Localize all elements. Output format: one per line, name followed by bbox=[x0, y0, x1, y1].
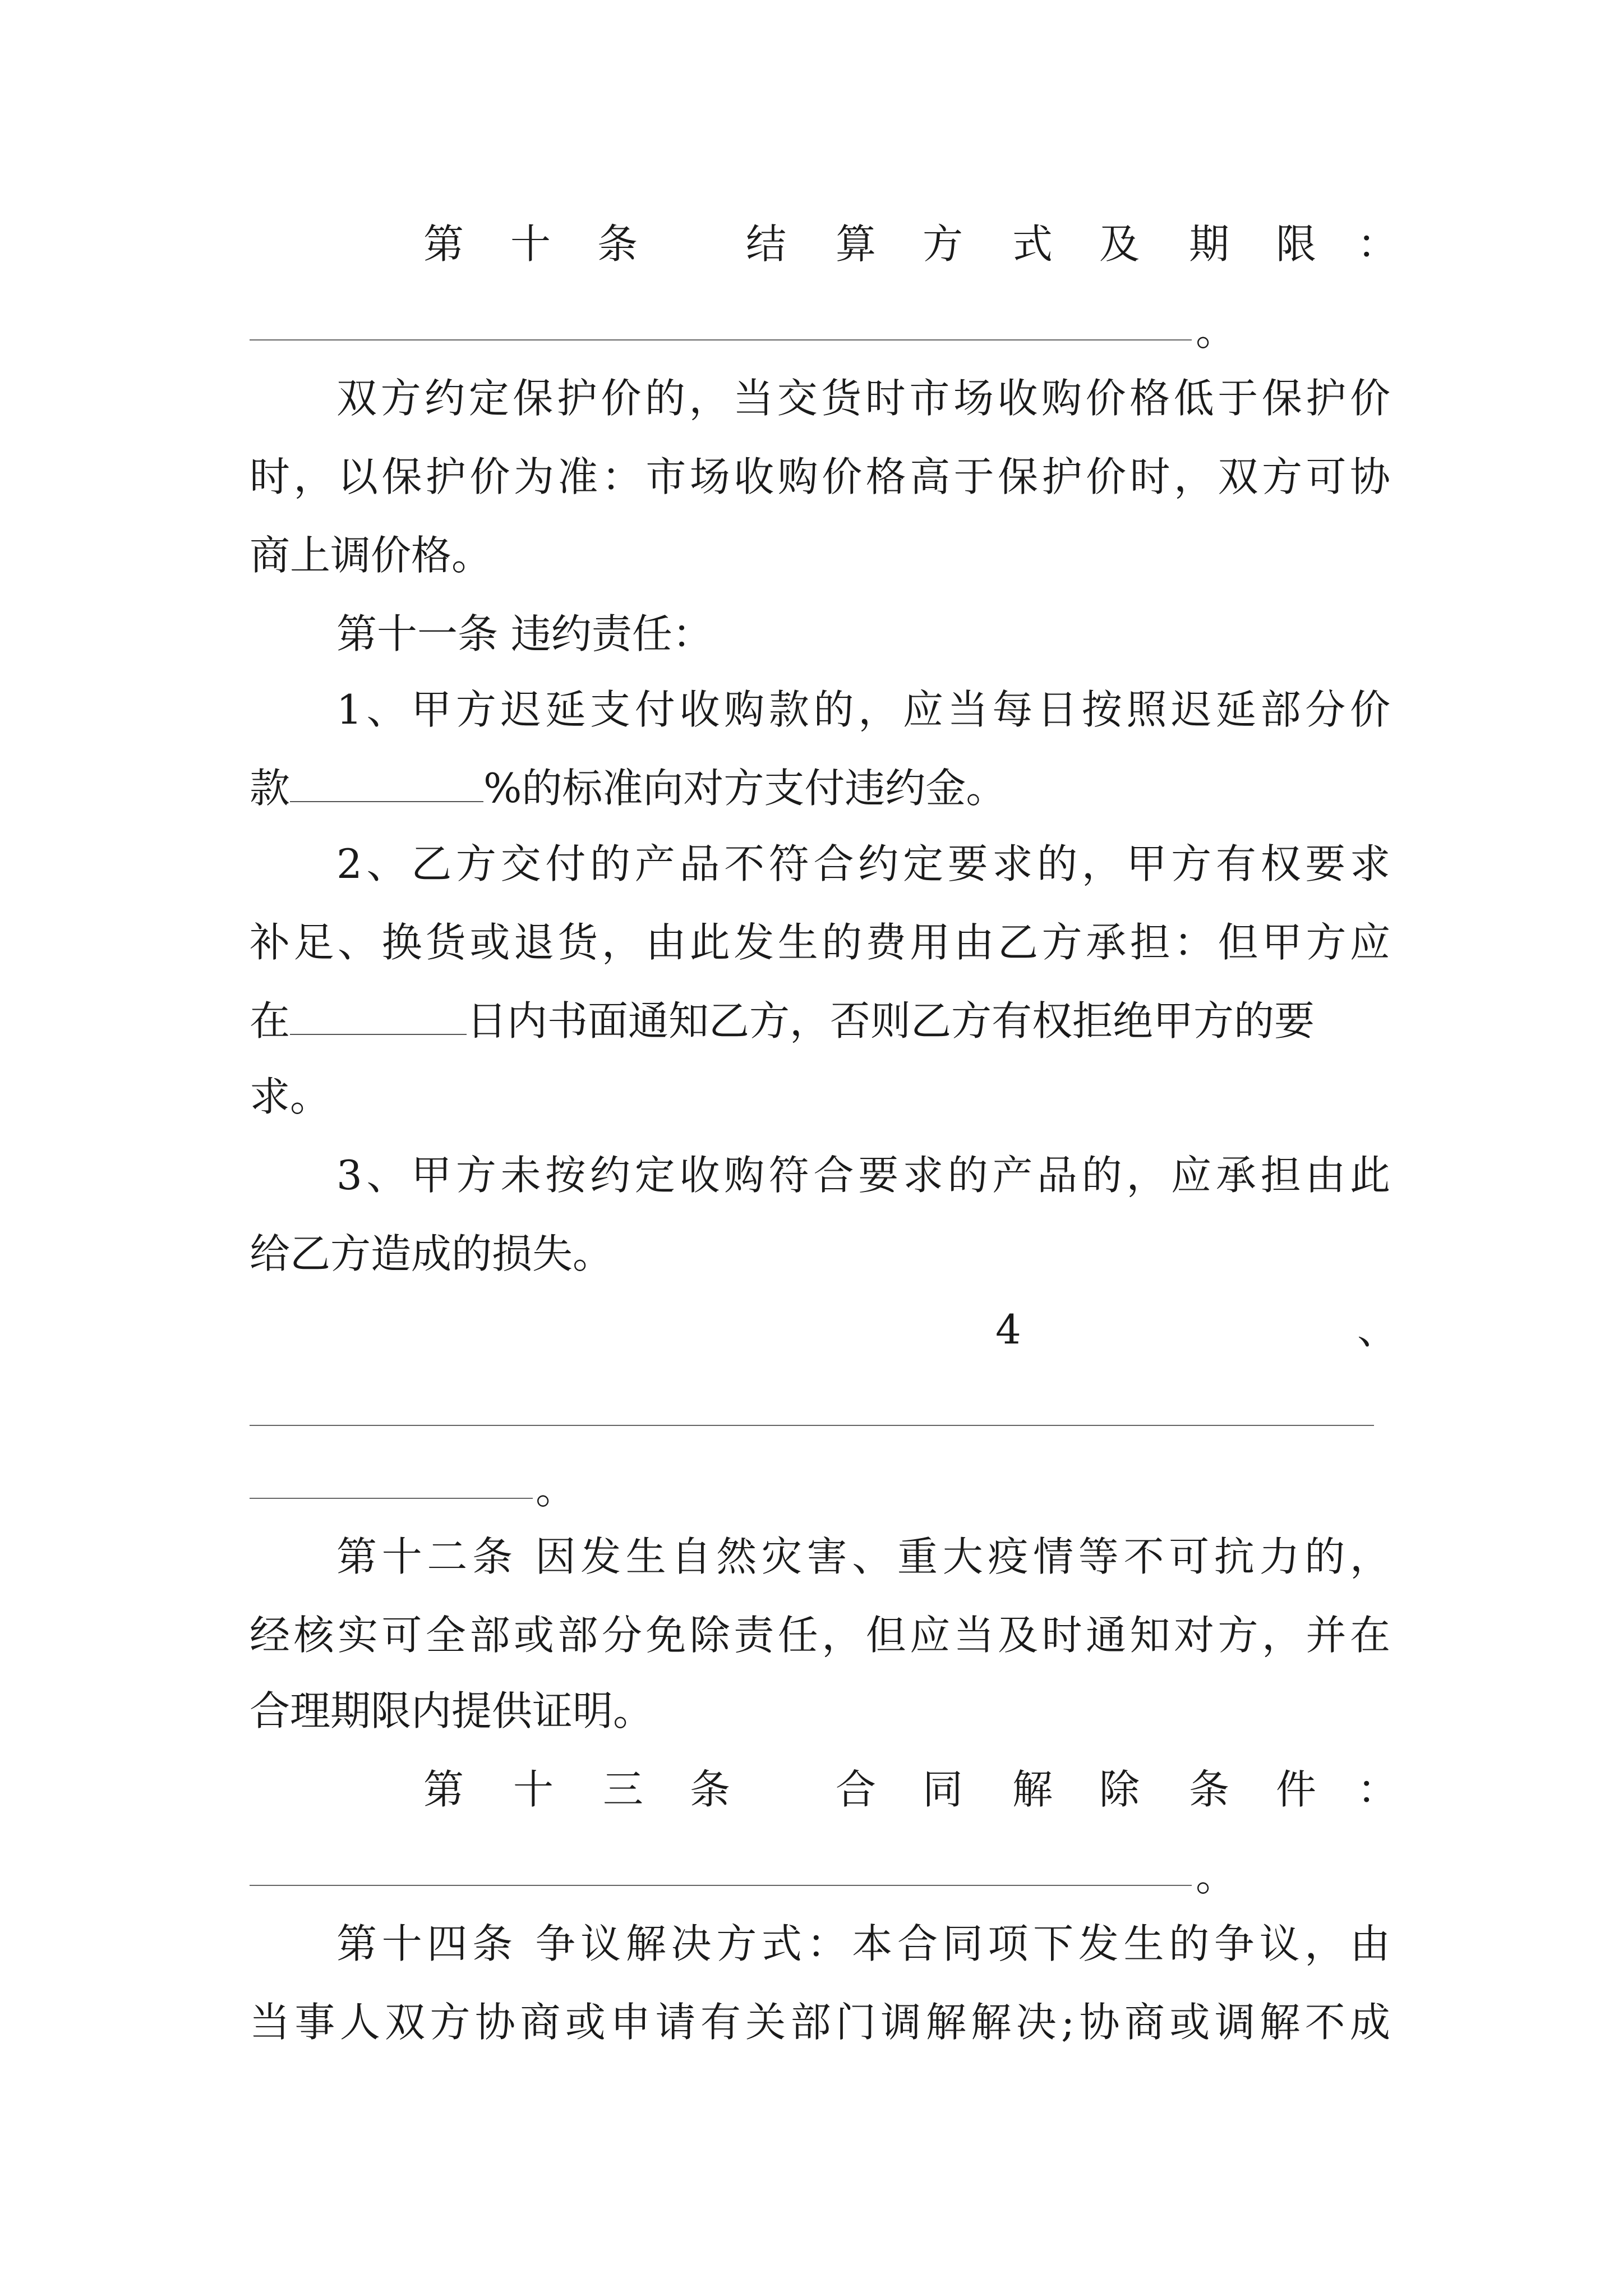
item-separator: 、 bbox=[1357, 1306, 1398, 1353]
paragraph-line bbox=[250, 993, 1390, 1049]
text-fragment: 在 bbox=[250, 997, 291, 1045]
heading-char: 结 bbox=[746, 220, 787, 268]
heading-char: 三 bbox=[603, 1766, 644, 1813]
heading-char: 十 bbox=[513, 1766, 554, 1813]
paragraph-line: 商上调价格。 bbox=[250, 532, 492, 579]
paragraph-line: 第十四条 争议解决方式：本合同项下发生的争议，由 bbox=[336, 1920, 1390, 1967]
paragraph-line: 1、甲方迟延支付收购款的，应当每日按照迟延部分价 bbox=[336, 686, 1390, 733]
text-fragment: 款 bbox=[250, 765, 291, 812]
heading-char: 方 bbox=[923, 220, 963, 268]
heading-char: 式 bbox=[1012, 220, 1053, 268]
paragraph-line: 双方约定保护价的，当交货时市场收购价格低于保护价 bbox=[336, 375, 1390, 422]
heading-char: 同 bbox=[923, 1766, 963, 1813]
text-fragment: %的标准向对方支付违约金。 bbox=[483, 765, 1007, 812]
heading-char: 十 bbox=[510, 220, 551, 268]
paragraph-line bbox=[250, 760, 1390, 816]
fill-in-line bbox=[250, 1885, 1192, 1886]
paragraph-line: 合理期限内提供证明。 bbox=[250, 1687, 654, 1734]
paragraph-line: 3、甲方未按约定收购符合要求的产品的，应承担由此 bbox=[336, 1152, 1390, 1199]
heading-char: 件 bbox=[1276, 1766, 1317, 1813]
heading-char: ： bbox=[1357, 1766, 1398, 1813]
heading-char: 算 bbox=[836, 220, 877, 268]
heading-char: ： bbox=[1357, 220, 1398, 268]
paragraph-line: 求。 bbox=[250, 1073, 331, 1120]
percentage-blank bbox=[290, 761, 483, 802]
period: 。 bbox=[536, 1466, 577, 1513]
heading-char: 合 bbox=[836, 1766, 877, 1813]
fill-in-line bbox=[250, 1498, 533, 1499]
heading-char: 限 bbox=[1276, 220, 1317, 268]
heading-char: 解 bbox=[1012, 1766, 1053, 1813]
article-11-title: 第十一条 违约责任： bbox=[336, 610, 713, 657]
heading-char: 条 bbox=[597, 220, 638, 268]
paragraph-line: 时，以保护价为准：市场收购价格高于保护价时，双方可协 bbox=[250, 453, 1390, 500]
period: 。 bbox=[1196, 1853, 1237, 1900]
heading-char: 条 bbox=[690, 1766, 731, 1813]
text-fragment: 日内书面通知乙方，否则乙方有权拒绝甲方的要 bbox=[467, 997, 1315, 1045]
paragraph-line: 当事人双方协商或申请有关部门调解解决;协商或调解不成 bbox=[250, 1999, 1390, 2046]
paragraph-line: 给乙方造成的损失。 bbox=[250, 1230, 614, 1277]
heading-char: 第 bbox=[423, 1766, 464, 1813]
heading-char: 除 bbox=[1099, 1766, 1140, 1813]
heading-char: 条 bbox=[1189, 1766, 1230, 1813]
period: 。 bbox=[1196, 307, 1237, 355]
paragraph-line: 第十二条 因发生自然灾害、重大疫情等不可抗力的， bbox=[336, 1533, 1390, 1580]
heading-char: 及 bbox=[1099, 220, 1140, 268]
item-number: 4 bbox=[995, 1306, 1021, 1353]
days-blank bbox=[290, 993, 467, 1035]
paragraph-line: 2、乙方交付的产品不符合约定要求的，甲方有权要求 bbox=[336, 840, 1390, 887]
heading-char: 第 bbox=[423, 220, 464, 268]
heading-char: 期 bbox=[1189, 220, 1230, 268]
paragraph-line: 补足、换货或退货，由此发生的费用由乙方承担：但甲方应 bbox=[250, 919, 1390, 966]
paragraph-line: 经核实可全部或部分免除责任，但应当及时通知对方，并在 bbox=[250, 1612, 1390, 1659]
fill-in-line bbox=[250, 339, 1192, 341]
fill-in-line bbox=[250, 1425, 1374, 1426]
